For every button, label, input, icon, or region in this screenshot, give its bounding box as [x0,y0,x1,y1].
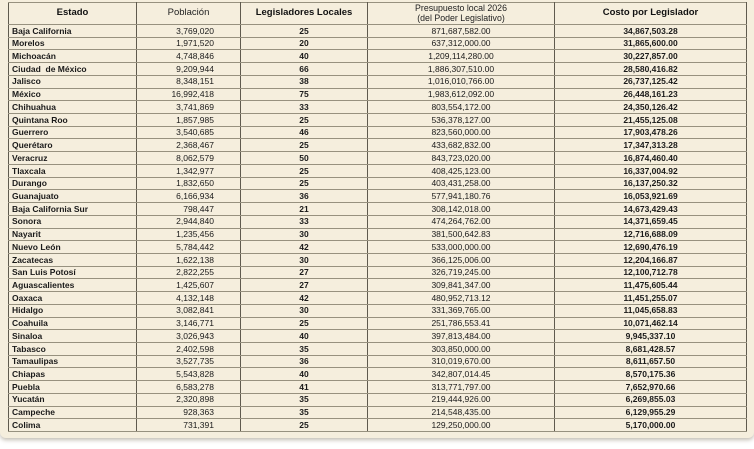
table-row [9,75,747,88]
cell-poblacion: 3,540,685 [137,126,241,139]
table-row [9,114,747,127]
table-body [9,25,747,432]
cell-legisladores: 36 [241,355,368,368]
cell-poblacion: 6,166,934 [137,190,241,203]
cell-legisladores: 27 [241,279,368,292]
column-header-estado: Estado [9,3,137,25]
cell-estado: Coahuila [9,317,137,330]
cell-poblacion: 798,447 [137,203,241,216]
cell-presupuesto: 331,369,765.00 [368,304,555,317]
cell-poblacion: 3,741,869 [137,101,241,114]
cell-estado: Chihuahua [9,101,137,114]
cell-estado: Nayarit [9,228,137,241]
cell-costo: 17,347,313.28 [555,139,747,152]
cell-estado: Oaxaca [9,292,137,305]
table-row [9,139,747,152]
cell-presupuesto: 843,723,020.00 [368,152,555,165]
cell-presupuesto: 637,312,000.00 [368,37,555,50]
cell-poblacion: 8,062,579 [137,152,241,165]
cell-presupuesto: 309,841,347.00 [368,279,555,292]
cell-presupuesto: 474,264,762.00 [368,215,555,228]
cell-legisladores: 30 [241,304,368,317]
cell-poblacion: 3,769,020 [137,25,241,38]
cell-poblacion: 5,784,442 [137,241,241,254]
table-row [9,37,747,50]
cell-estado: Hidalgo [9,304,137,317]
cell-presupuesto: 219,444,926.00 [368,393,555,406]
table-row [9,164,747,177]
cell-presupuesto: 480,952,713.12 [368,292,555,305]
cell-presupuesto: 129,250,000.00 [368,419,555,432]
cell-costo: 11,451,255.07 [555,292,747,305]
cell-legisladores: 30 [241,253,368,266]
cell-costo: 21,455,125.08 [555,114,747,127]
cell-poblacion: 2,320,898 [137,393,241,406]
cell-legisladores: 33 [241,215,368,228]
cell-presupuesto: 303,850,000.00 [368,342,555,355]
table-row [9,126,747,139]
cell-poblacion: 3,527,735 [137,355,241,368]
cell-costo: 16,874,460.40 [555,152,747,165]
cell-costo: 10,071,462.14 [555,317,747,330]
cell-legisladores: 46 [241,126,368,139]
cell-presupuesto: 403,431,258.00 [368,177,555,190]
cell-poblacion: 3,146,771 [137,317,241,330]
cell-legisladores: 30 [241,228,368,241]
cell-presupuesto: 823,560,000.00 [368,126,555,139]
cell-estado: Baja California Sur [9,203,137,216]
cell-legisladores: 27 [241,266,368,279]
cell-presupuesto: 1,016,010,766.00 [368,75,555,88]
cell-legisladores: 41 [241,381,368,394]
cell-poblacion: 1,971,520 [137,37,241,50]
cell-poblacion: 3,082,841 [137,304,241,317]
cell-costo: 26,737,125.42 [555,75,747,88]
cell-estado: Durango [9,177,137,190]
cell-costo: 34,867,503.28 [555,25,747,38]
cell-legisladores: 25 [241,164,368,177]
table-row [9,279,747,292]
table-row [9,253,747,266]
cell-legisladores: 25 [241,114,368,127]
cell-poblacion: 1,425,607 [137,279,241,292]
cell-estado: Colima [9,419,137,432]
cell-poblacion: 1,857,985 [137,114,241,127]
table-row [9,368,747,381]
cell-legisladores: 42 [241,292,368,305]
cell-poblacion: 9,209,944 [137,63,241,76]
cell-legisladores: 25 [241,177,368,190]
cell-estado: Tlaxcala [9,164,137,177]
table-row [9,177,747,190]
cell-estado: San Luis Potosí [9,266,137,279]
cell-presupuesto: 1,886,307,510.00 [368,63,555,76]
cell-legisladores: 40 [241,330,368,343]
cell-costo: 28,580,416.82 [555,63,747,76]
cell-poblacion: 2,822,255 [137,266,241,279]
cell-costo: 8,681,428.57 [555,342,747,355]
cell-poblacion: 4,132,148 [137,292,241,305]
cell-poblacion: 731,391 [137,419,241,432]
table-row [9,190,747,203]
cell-legisladores: 35 [241,406,368,419]
table-row [9,88,747,101]
table-row [9,101,747,114]
cell-costo: 8,611,657.50 [555,355,747,368]
cell-presupuesto: 536,378,127.00 [368,114,555,127]
cell-legisladores: 25 [241,419,368,432]
cell-presupuesto: 342,807,014.45 [368,368,555,381]
header-row [9,3,747,25]
cell-poblacion: 3,026,943 [137,330,241,343]
cell-estado: Guanajuato [9,190,137,203]
cell-legisladores: 35 [241,393,368,406]
cell-presupuesto: 577,941,180.76 [368,190,555,203]
table-row [9,292,747,305]
cell-costo: 30,227,857.00 [555,50,747,63]
column-header-legisladores-locales: Legisladores Locales [241,3,368,25]
cell-presupuesto: 214,548,435.00 [368,406,555,419]
table-row [9,228,747,241]
cell-estado: Veracruz [9,152,137,165]
cell-costo: 12,204,166.87 [555,253,747,266]
cell-legisladores: 25 [241,139,368,152]
cell-presupuesto: 1,983,612,092.00 [368,88,555,101]
cell-costo: 14,371,659.45 [555,215,747,228]
cell-estado: Michoacán [9,50,137,63]
cell-poblacion: 1,832,650 [137,177,241,190]
table-row [9,393,747,406]
cell-legisladores: 36 [241,190,368,203]
cell-costo: 24,350,126.42 [555,101,747,114]
cell-legisladores: 21 [241,203,368,216]
cell-costo: 11,475,605.44 [555,279,747,292]
cell-estado: Ciudad de México [9,63,137,76]
cell-costo: 8,570,175.36 [555,368,747,381]
cell-costo: 26,448,161.23 [555,88,747,101]
cell-poblacion: 1,342,977 [137,164,241,177]
cell-costo: 9,945,337.10 [555,330,747,343]
cell-costo: 6,269,855.03 [555,393,747,406]
column-header-presupuesto [368,3,555,25]
cell-poblacion: 2,944,840 [137,215,241,228]
cell-legisladores: 66 [241,63,368,76]
cell-costo: 12,100,712.78 [555,266,747,279]
cell-presupuesto: 1,209,114,280.00 [368,50,555,63]
cell-poblacion: 8,348,151 [137,75,241,88]
cell-presupuesto: 308,142,018.00 [368,203,555,216]
cell-costo: 12,690,476.19 [555,241,747,254]
table-row [9,50,747,63]
table-row [9,419,747,432]
cell-costo: 12,716,688.09 [555,228,747,241]
cell-costo: 11,045,658.83 [555,304,747,317]
cell-legisladores: 20 [241,37,368,50]
table-row [9,342,747,355]
table-row [9,25,747,38]
cell-poblacion: 2,402,598 [137,342,241,355]
cell-legisladores: 40 [241,368,368,381]
header-presupuesto-line2: (del Poder Legislativo) [417,12,505,23]
cell-costo: 16,137,250.32 [555,177,747,190]
cell-presupuesto: 533,000,000.00 [368,241,555,254]
table-row [9,355,747,368]
cell-presupuesto: 251,786,553.41 [368,317,555,330]
cell-estado: Querétaro [9,139,137,152]
header-presupuesto-line1: Presupuesto local 2026 [415,2,507,13]
cell-legisladores: 38 [241,75,368,88]
cell-estado: Quintana Roo [9,114,137,127]
cell-poblacion: 1,235,456 [137,228,241,241]
table-row [9,330,747,343]
cell-legisladores: 50 [241,152,368,165]
cell-poblacion: 5,543,828 [137,368,241,381]
table-row [9,241,747,254]
cell-estado: Tamaulipas [9,355,137,368]
cell-estado: Guerrero [9,126,137,139]
cell-estado: Campeche [9,406,137,419]
table-row [9,215,747,228]
cell-presupuesto: 397,813,484.00 [368,330,555,343]
cell-costo: 17,903,478.26 [555,126,747,139]
cell-estado: Jalisco [9,75,137,88]
column-header-poblacion: Población [137,3,241,25]
cell-presupuesto: 871,687,582.00 [368,25,555,38]
states-legislators-table [8,2,747,432]
table-row [9,406,747,419]
cell-costo: 6,129,955.29 [555,406,747,419]
cell-presupuesto: 381,500,642.83 [368,228,555,241]
cell-legisladores: 33 [241,101,368,114]
cell-costo: 16,053,921.69 [555,190,747,203]
cell-presupuesto: 326,719,245.00 [368,266,555,279]
table-row [9,152,747,165]
table-row [9,203,747,216]
cell-estado: Sinaloa [9,330,137,343]
cell-estado: México [9,88,137,101]
cell-presupuesto: 803,554,172.00 [368,101,555,114]
cell-poblacion: 6,583,278 [137,381,241,394]
cell-estado: Yucatán [9,393,137,406]
cell-estado: Aguascalientes [9,279,137,292]
table-row [9,63,747,76]
cell-legisladores: 35 [241,342,368,355]
cell-estado: Tabasco [9,342,137,355]
cell-estado: Zacatecas [9,253,137,266]
column-header-costo-por-legislador: Costo por Legislador [555,3,747,25]
cell-presupuesto: 408,425,123.00 [368,164,555,177]
cell-costo: 31,865,600.00 [555,37,747,50]
cell-poblacion: 16,992,418 [137,88,241,101]
cell-costo: 7,652,970.66 [555,381,747,394]
cell-estado: Morelos [9,37,137,50]
cell-poblacion: 1,622,138 [137,253,241,266]
cell-estado: Chiapas [9,368,137,381]
cell-costo: 14,673,429.43 [555,203,747,216]
cell-legisladores: 25 [241,25,368,38]
cell-legisladores: 75 [241,88,368,101]
table-row [9,266,747,279]
cell-presupuesto: 313,771,797.00 [368,381,555,394]
cell-estado: Baja California [9,25,137,38]
cell-legisladores: 25 [241,317,368,330]
cell-estado: Puebla [9,381,137,394]
cell-legisladores: 42 [241,241,368,254]
cell-presupuesto: 310,019,670.00 [368,355,555,368]
cell-estado: Sonora [9,215,137,228]
table-row [9,304,747,317]
cell-poblacion: 4,748,846 [137,50,241,63]
cell-legisladores: 40 [241,50,368,63]
cell-poblacion: 2,368,467 [137,139,241,152]
table-header [9,3,747,25]
cell-estado: Nuevo León [9,241,137,254]
cell-presupuesto: 433,682,832.00 [368,139,555,152]
cell-costo: 5,170,000.00 [555,419,747,432]
cell-poblacion: 928,363 [137,406,241,419]
cell-presupuesto: 366,125,006.00 [368,253,555,266]
table-row [9,381,747,394]
cell-costo: 16,337,004.92 [555,164,747,177]
table-row [9,317,747,330]
